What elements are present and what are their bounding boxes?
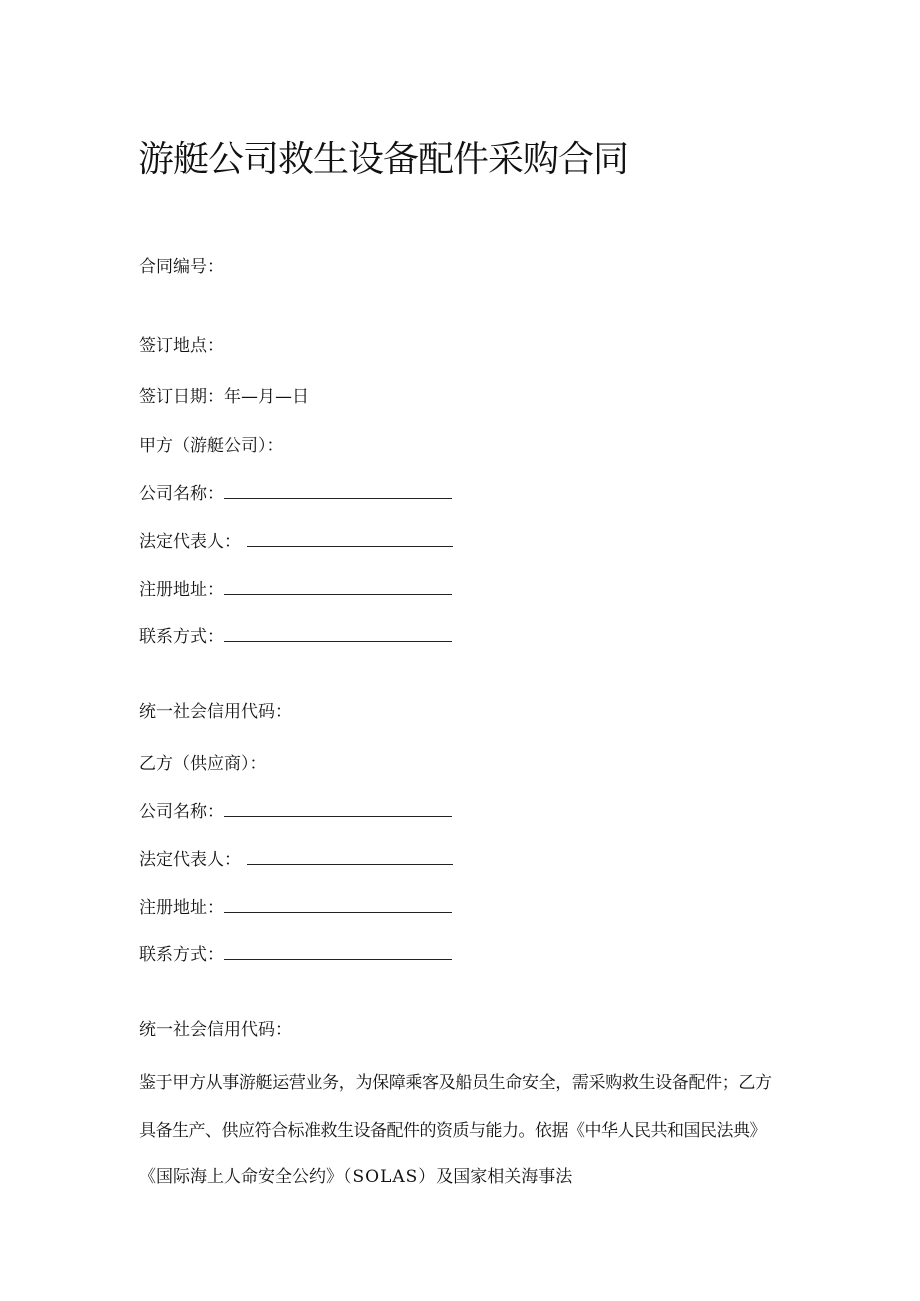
sign-place-label: 签订地点： [139,336,224,356]
party-b-heading-text: 乙方（供应商）： [139,754,267,774]
party-a-address-line [139,578,452,602]
party-a-legal-rep-line [139,530,453,554]
party-b-company-name-label: 公司名称： [139,802,224,822]
contract-number-label: 合同编号： [139,257,224,277]
preamble-line-2 [139,1119,766,1143]
party-b-address-label: 注册地址： [139,898,224,918]
party-b-heading [139,752,267,776]
contract-number-line [139,255,224,279]
party-b-legal-rep-blank[interactable] [247,850,453,865]
party-b-address-blank[interactable] [224,898,452,913]
party-b-company-name-blank[interactable] [224,802,452,817]
party-b-company-name-line [139,800,452,824]
party-b-address-line [139,896,452,920]
sign-date-label: 签订日期：年—月—日 [139,387,309,407]
party-a-legal-rep-blank[interactable] [247,532,453,547]
party-b-contact-line [139,943,452,967]
party-a-legal-rep-label: 法定代表人： [139,532,241,552]
preamble-line-3-part-a: 《国际海上人命安全公约》 [139,1167,343,1187]
party-b-contact-label: 联系方式： [139,945,224,965]
party-a-contact-label: 联系方式： [139,627,224,647]
preamble-line-1 [139,1071,772,1095]
party-a-address-label: 注册地址： [139,580,224,600]
party-a-company-name-blank[interactable] [224,484,452,499]
party-b-credit-code-label: 统一社会信用代码： [139,1020,292,1040]
party-a-heading-text: 甲方（游艇公司）： [139,436,284,456]
party-a-credit-code-line [139,700,292,724]
party-b-contact-blank[interactable] [224,945,452,960]
preamble-line-3-part-b: （SOLAS） [343,1167,437,1187]
preamble-line-3 [139,1165,572,1189]
preamble-line-1-text: 鉴于甲方从事游艇运营业务，为保障乘客及船员生命安全，需采购救生设备配件；乙方 [139,1073,772,1093]
party-a-contact-blank[interactable] [224,627,452,642]
party-b-credit-code-line [139,1018,292,1042]
preamble-line-3-part-c: 及国家相关海事法 [436,1167,573,1187]
party-b-legal-rep-line [139,848,453,872]
sign-place-line [139,334,224,358]
party-a-company-name-line [139,482,452,506]
preamble-line-2-text: 具备生产、供应符合标准救生设备配件的资质与能力。依据《中华人民共和国民法典》 [139,1121,766,1141]
party-b-legal-rep-label: 法定代表人： [139,850,241,870]
party-a-address-blank[interactable] [224,580,452,595]
sign-date-line [139,385,309,409]
party-a-heading [139,434,284,458]
document-title: 游艇公司救生设备配件采购合同 [138,139,629,180]
party-a-contact-line [139,625,452,649]
party-a-credit-code-label: 统一社会信用代码： [139,702,292,722]
party-a-company-name-label: 公司名称： [139,484,224,504]
